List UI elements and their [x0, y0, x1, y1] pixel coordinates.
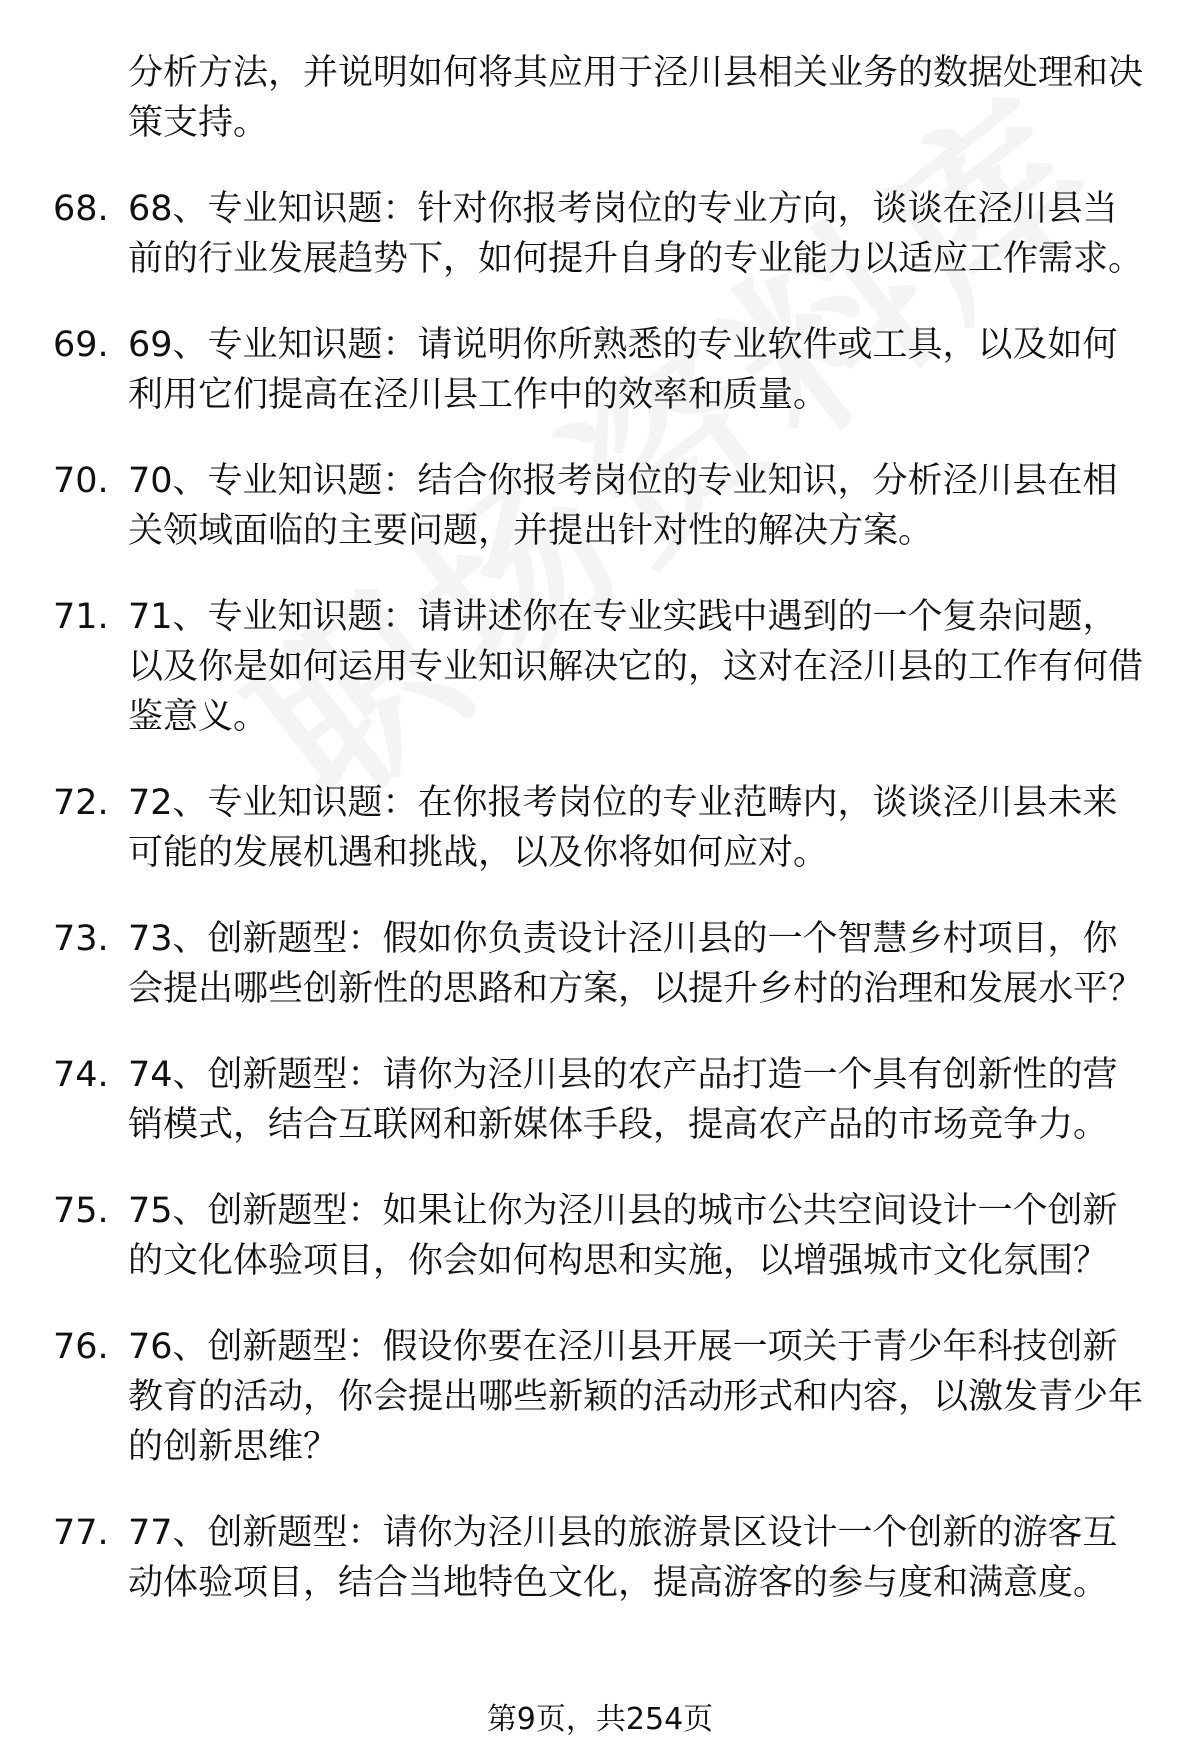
list-item — [0, 184, 1200, 284]
list-item — [0, 1050, 1200, 1150]
list-item — [0, 592, 1200, 742]
list-item — [0, 456, 1200, 556]
list-item — [0, 1508, 1200, 1608]
list-item — [0, 1186, 1200, 1286]
item-text: 71、专业知识题：请讲述你在专业实践中遇到的一个复杂问题，以及你是如何运用专业知识解决它的，这对在泾川县的工作有何借鉴意义。 — [128, 597, 1144, 737]
item-number: 69. — [53, 325, 109, 365]
question-list — [0, 48, 1200, 1644]
item-number: 75. — [53, 1191, 109, 1231]
item-text: 77、创新题型：请你为泾川县的旅游景区设计一个创新的游客互动体验项目，结合当地特色文化，提高游客的参与度和满意度。 — [128, 1513, 1118, 1603]
list-item — [0, 320, 1200, 420]
item-text: 72、专业知识题：在你报考岗位的专业范畴内，谈谈泾川县未来可能的发展机遇和挑战，以及你将如何应对。 — [128, 783, 1118, 873]
item-number: 76. — [53, 1327, 109, 1367]
list-item — [0, 778, 1200, 878]
item-number: 70. — [53, 461, 109, 501]
item-text: 74、创新题型：请你为泾川县的农产品打造一个具有创新性的营销模式，结合互联网和新媒体手段，提高农产品的市场竞争力。 — [128, 1055, 1118, 1145]
continued-paragraph: 分析方法，并说明如何将其应用于泾川县相关业务的数据处理和决策支持。 — [128, 53, 1144, 143]
item-number: 73. — [53, 919, 109, 959]
item-text: 75、创新题型：如果让你为泾川县的城市公共空间设计一个创新的文化体验项目，你会如何构思和实施，以增强城市文化氛围？ — [128, 1191, 1118, 1281]
item-number: 68. — [53, 189, 109, 229]
item-text: 73、创新题型：假如你负责设计泾川县的一个智慧乡村项目，你会提出哪些创新性的思路和方案，以提升乡村的治理和发展水平？ — [128, 919, 1144, 1009]
item-number: 71. — [53, 597, 109, 637]
item-text: 76、创新题型：假设你要在泾川县开展一项关于青少年科技创新教育的活动，你会提出哪些新颖的活动形式和内容，以激发青少年的创新思维？ — [128, 1327, 1144, 1467]
item-number: 77. — [53, 1513, 109, 1553]
item-number: 72. — [53, 783, 109, 823]
item-text: 69、专业知识题：请说明你所熟悉的专业软件或工具，以及如何利用它们提高在泾川县工作中的效率和质量。 — [128, 325, 1118, 415]
list-item — [0, 914, 1200, 1014]
list-item — [0, 1322, 1200, 1472]
item-text: 68、专业知识题：针对你报考岗位的专业方向，谈谈在泾川县当前的行业发展趋势下，如何提升自身的专业能力以适应工作需求。 — [128, 189, 1144, 279]
item-number: 74. — [53, 1055, 109, 1095]
item-text: 70、专业知识题：结合你报考岗位的专业知识，分析泾川县在相关领域面临的主要问题，并提出针对性的解决方案。 — [128, 461, 1118, 551]
page-footer: 第9页，共254页 — [486, 1702, 714, 1737]
